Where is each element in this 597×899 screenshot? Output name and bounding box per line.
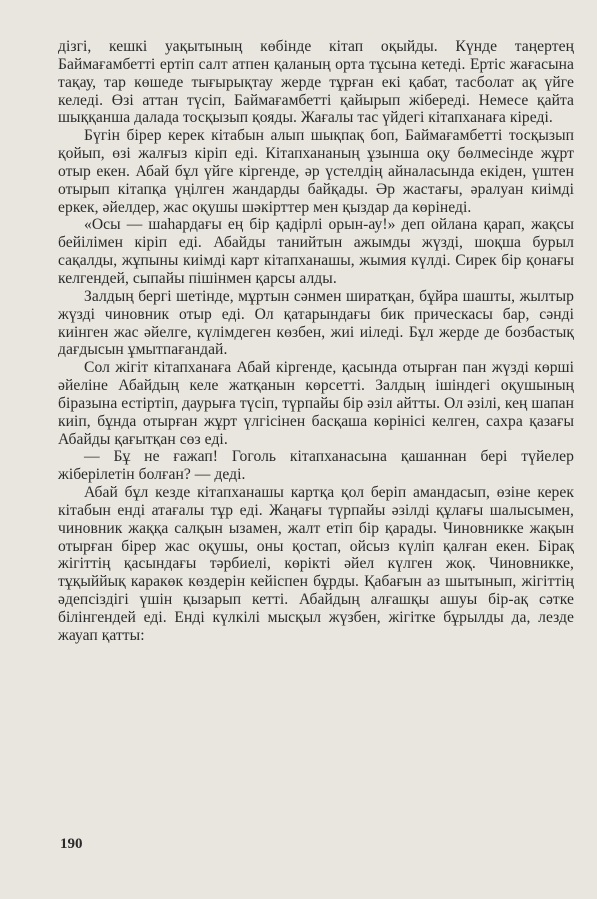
page-body <box>58 38 574 645</box>
paragraph-4: Залдың бергі шетінде, мұртын сәнмен ширатқан, бұйра шашты, жылтыр жүзді чиновник отыр еді. Ол қатарындағы бик прическасы бар, сәнді киінген жас әйелге, күлімдеген көзбен, жиі иіледі. Бұл жерде де бозбастық дағдысын ұмытпағандай. <box>58 287 574 359</box>
page-number: 190 <box>60 836 83 852</box>
paragraph-7: Абай бұл кезде кітапханашы картқа қол беріп амандасып, өзіне керек кітабын енді атағалы тұр еді. Жаңағы түрпайы әзілді құлағы шалысымен, чиновник жаққа салқын ызамен, жалт етіп бір қарады. Чиновникке жақын отырған бірер жас оқушы, оны қостап, ойсыз күліп қалған екен. Бірақ жігіттің қасындағы тәрбиелі, көрікті әйел күлген жоқ. Чиновникке, тұқыййық каракөк көздерін кейіспен бұрды. Қабағын аз шытынып, жігіттің әдепсіздігі үшін қызарып кетті. Абайдың алғашқы ашуы бір-ақ сәтке білінгендей еді. Енді күлкілі мысқыл жүзбен, жігітке бұрылды да, лезде жауап қатты: <box>58 484 574 644</box>
paragraph-2: Бүгін бірер керек кітабын алып шықпақ боп, Баймағамбетті тосқызып қойып, өзі жалғыз кіріп еді. Кітапхананың ұзынша оқу бөлмесінде жұрт отыр екен. Абай бұл үйге кіргенде, әр үстелдің айналасында екіден, үштен отырып кітапқа үңілген жандарды байқады. Әр жастағы, әралуан киімді еркек, әйелдер, жас оқушы шәкірттер мен қыздар да көрінеді. <box>58 127 574 216</box>
paragraph-3: «Осы — шаһардағы ең бір қадірлі орын-ау!» деп ойлана қарап, жақсы бейілімен кіріп еді. Абайды танийтын ажымды жүзді, шоқша бурыл сақалды, жұпыны киімді карт кітапханашы, жымия күлді. Сирек бір қонағы келгендей, сыпайы пішінмен қарсы алды. <box>58 216 574 287</box>
paragraph-5: Сол жігіт кітапханаға Абай кіргенде, қасында отырған пан жүзді көрші әйеліне Абайдың келе жатқанын көрсетті. Залдың ішіндегі оқушының біразына естіртіп, даурыға түсіп, түрпайы бір әзіл айтты. Ол әзілі, кең шапан киіп, бұнда отырған жұрт үлгісінен басқаша көрінісі келген, сахра қазағы Абайды қағытқан сөз еді. <box>58 359 574 448</box>
paragraph-1: дізгі, кешкі уақытының көбінде кітап оқыйды. Күнде таңертең Баймағамбетті ертіп салт атпен қаланың орта тұсына кетеді. Ертіс жағасына тақау, тар көшеде тығырықтау жерде тұрған екі қабат, тасболат ақ үйге келеді. Өзі аттан түсіп, Баймағамбетті қайырып жібереді. Немесе қайта шыққанша далада тосқызып қояды. Жағалы тас үйдегі кітапханаға кіреді. <box>58 38 574 127</box>
paragraph-6: — Бұ не ғажап! Гоголь кітапханасына қашаннан бері түйелер жіберілетін болған? — деді. <box>58 448 574 484</box>
